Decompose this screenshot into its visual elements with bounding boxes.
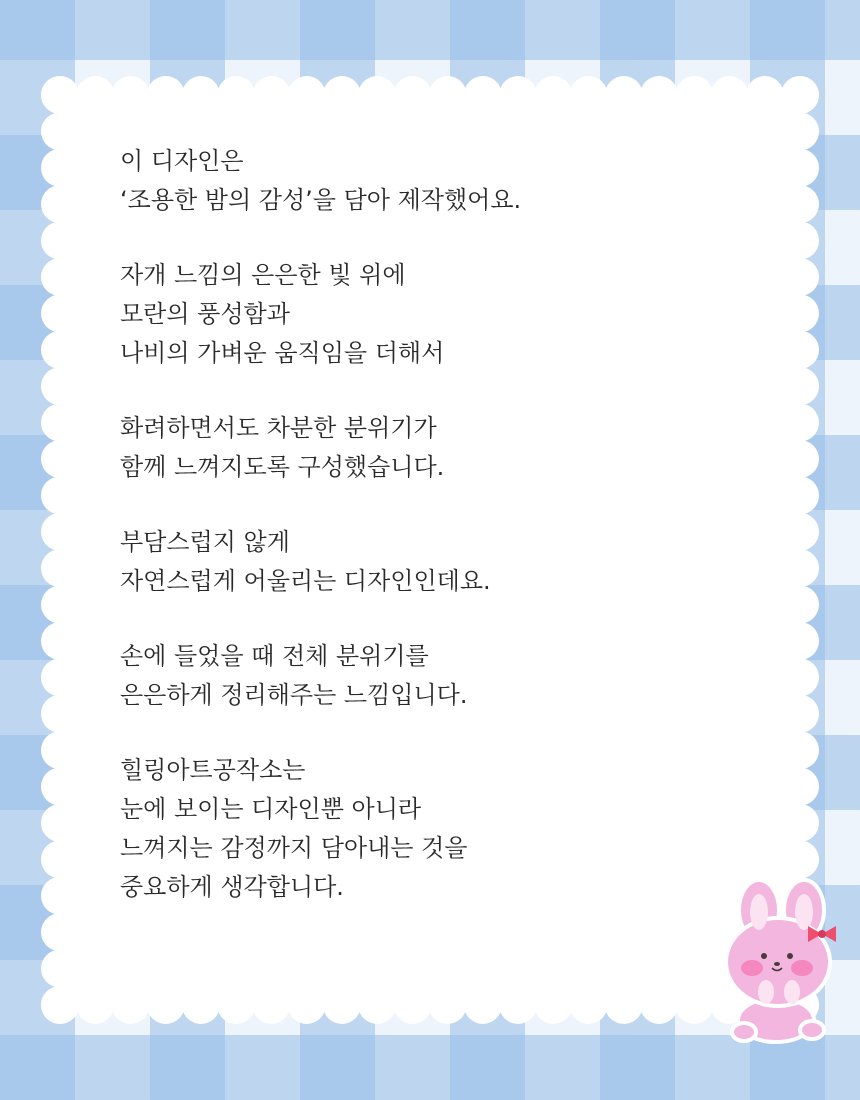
text-line: 힐링아트공작소는: [120, 756, 306, 784]
paragraph-5: [120, 637, 720, 715]
text-line: 이 디자인은: [120, 147, 244, 175]
paragraph-4: [120, 523, 720, 601]
text-line: 화려하면서도 차분한 분위기가: [120, 414, 437, 442]
text-line: 손에 들었을 때 전체 분위기를: [120, 642, 429, 670]
text-line: 자연스럽게 어울리는 디자인인데요.: [120, 567, 491, 595]
text-line: 나비의 가벼운 움직임을 더해서: [120, 339, 445, 367]
text-line: 중요하게 생각합니다.: [120, 873, 344, 901]
note-body: [120, 142, 720, 943]
text-line: 느껴지는 감정까지 담아내는 것을: [120, 834, 468, 862]
text-line: 부담스럽지 않게: [120, 528, 290, 556]
paragraph-3: [120, 409, 720, 487]
paragraph-1: [120, 142, 720, 220]
paragraph-2: [120, 256, 720, 373]
text-line: 은은하게 정리해주는 느낌입니다.: [120, 681, 468, 709]
text-line: 자개 느낌의 은은한 빛 위에: [120, 261, 406, 289]
text-line: 함께 느껴지도록 구성했습니다.: [120, 453, 445, 481]
paragraph-6: [120, 751, 720, 907]
text-line: 모란의 풍성함과: [120, 300, 290, 328]
text-line: 눈에 보이는 디자인뿐 아니라: [120, 795, 422, 823]
bunny-sticker-icon: [716, 872, 846, 1047]
text-line: ‘조용한 밤의 감성’을 담아 제작했어요.: [120, 186, 522, 214]
